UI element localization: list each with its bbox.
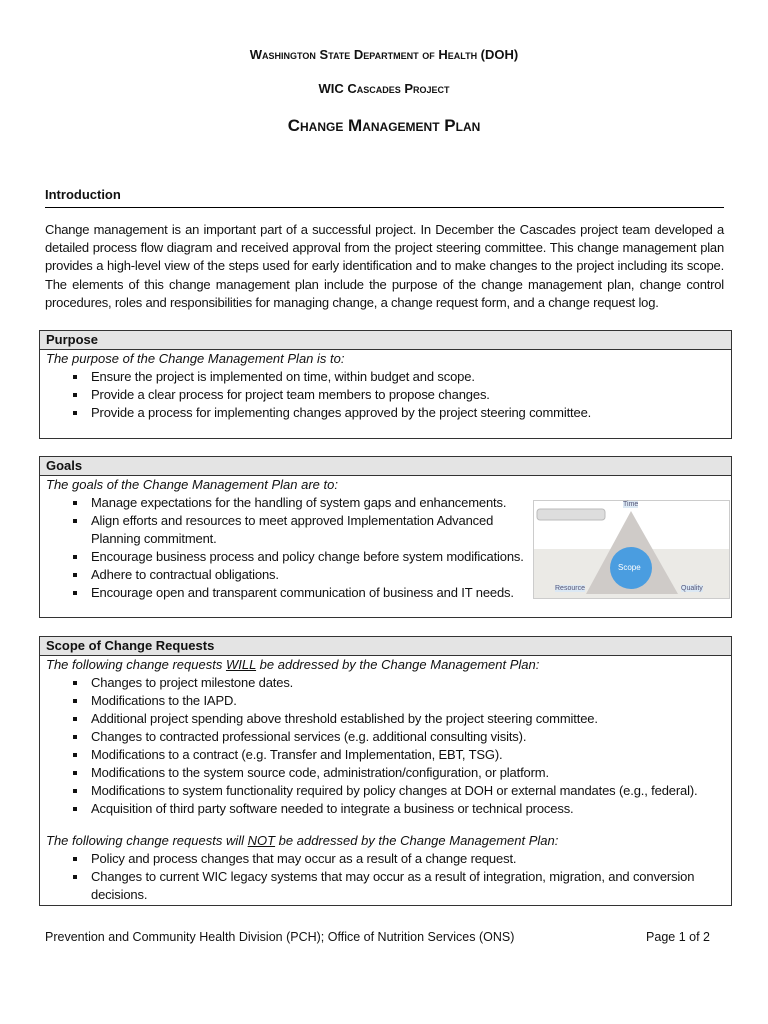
purpose-lead: The purpose of the Change Management Plan is to:: [46, 351, 345, 366]
page-number: Page 1 of 2: [646, 930, 710, 944]
list-item: Modifications to the IAPD.: [91, 692, 731, 710]
list-item: Encourage open and transparent communication of business and IT needs.: [91, 584, 531, 602]
goals-heading: Goals: [40, 457, 731, 476]
triangle-diagram-graphic: [534, 501, 729, 598]
list-item: Ensure the project is implemented on time, within budget and scope.: [91, 368, 731, 386]
lead-text: be addressed by the Change Management Plan:: [275, 833, 559, 848]
scope-will-list: [40, 674, 731, 818]
list-item: Align efforts and resources to meet approved Implementation Advanced Planning commitment.: [91, 512, 531, 548]
scope-heading: Scope of Change Requests: [40, 637, 731, 656]
list-item: Additional project spending above threshold established by the project steering committee.: [91, 710, 731, 728]
list-item: Changes to contracted professional services (e.g. additional consulting visits).: [91, 728, 731, 746]
list-item: Provide a process for implementing changes approved by the project steering committee.: [91, 404, 731, 422]
list-item: Manage expectations for the handling of system gaps and enhancements.: [91, 494, 531, 512]
list-item: Encourage business process and policy change before system modifications.: [91, 548, 531, 566]
lead-text: The following change requests: [46, 657, 226, 672]
lead-emphasis: NOT: [247, 833, 276, 848]
divider: [45, 207, 724, 208]
triple-constraint-diagram: [533, 500, 730, 599]
list-item: Modifications to system functionality required by policy changes at DOH or external mandates (e.g., federal).: [91, 782, 731, 800]
list-item: Changes to current WIC legacy systems that may occur as a result of integration, migration, and conversion decisions.: [91, 868, 711, 904]
scope-section: [39, 636, 732, 906]
scope-not-lead: [40, 832, 731, 850]
purpose-heading: Purpose: [40, 331, 731, 350]
time-label: Time: [623, 501, 639, 508]
list-item: Modifications to a contract (e.g. Transfer and Implementation, EBT, TSG).: [91, 746, 731, 764]
lead-text: The following change requests will: [46, 833, 248, 848]
purpose-section: [39, 330, 732, 439]
scope-will-lead: [40, 656, 731, 674]
resource-label: Resource: [555, 585, 585, 592]
lead-emphasis: WILL: [225, 657, 257, 672]
scope-label: Scope: [618, 563, 641, 572]
list-item: Acquisition of third party software needed to integrate a business or technical process.: [91, 800, 731, 818]
list-item: Modifications to the system source code, administration/configuration, or platform.: [91, 764, 731, 782]
goals-list: [40, 494, 531, 602]
project-heading: WIC Cascades Project: [318, 81, 450, 96]
list-item: Changes to project milestone dates.: [91, 674, 731, 692]
goals-lead: The goals of the Change Management Plan are to:: [46, 477, 338, 492]
footer-division: Prevention and Community Health Division (PCH); Office of Nutrition Services (ONS): [45, 930, 515, 944]
list-item: Adhere to contractual obligations.: [91, 566, 531, 584]
lead-text: be addressed by the Change Management Plan:: [256, 657, 540, 672]
introduction-body: Change management is an important part of a successful project. In December the Cascades project team developed a detailed process flow diagram and received approval from the project steering committee. This change management plan provides a high-level view of the steps used for early identification and to make changes to the project including its scope. The elements of this change management plan include the purpose of the change management plan, change control procedures, roles and responsibilities for managing change, a change request form, and a change request log.: [45, 222, 724, 310]
org-heading: Washington State Department of Health (DOH): [249, 47, 519, 62]
page-footer: [45, 930, 724, 944]
page-title: Change Management Plan: [287, 116, 481, 135]
purpose-list: [40, 368, 731, 422]
list-item: Policy and process changes that may occur as a result of a change request.: [91, 850, 711, 868]
introduction-heading: Introduction: [45, 187, 121, 202]
list-item: Provide a clear process for project team members to propose changes.: [91, 386, 731, 404]
diagram-label-pill: [537, 509, 605, 520]
quality-label: Quality: [681, 585, 703, 592]
scope-not-list: [40, 850, 711, 904]
